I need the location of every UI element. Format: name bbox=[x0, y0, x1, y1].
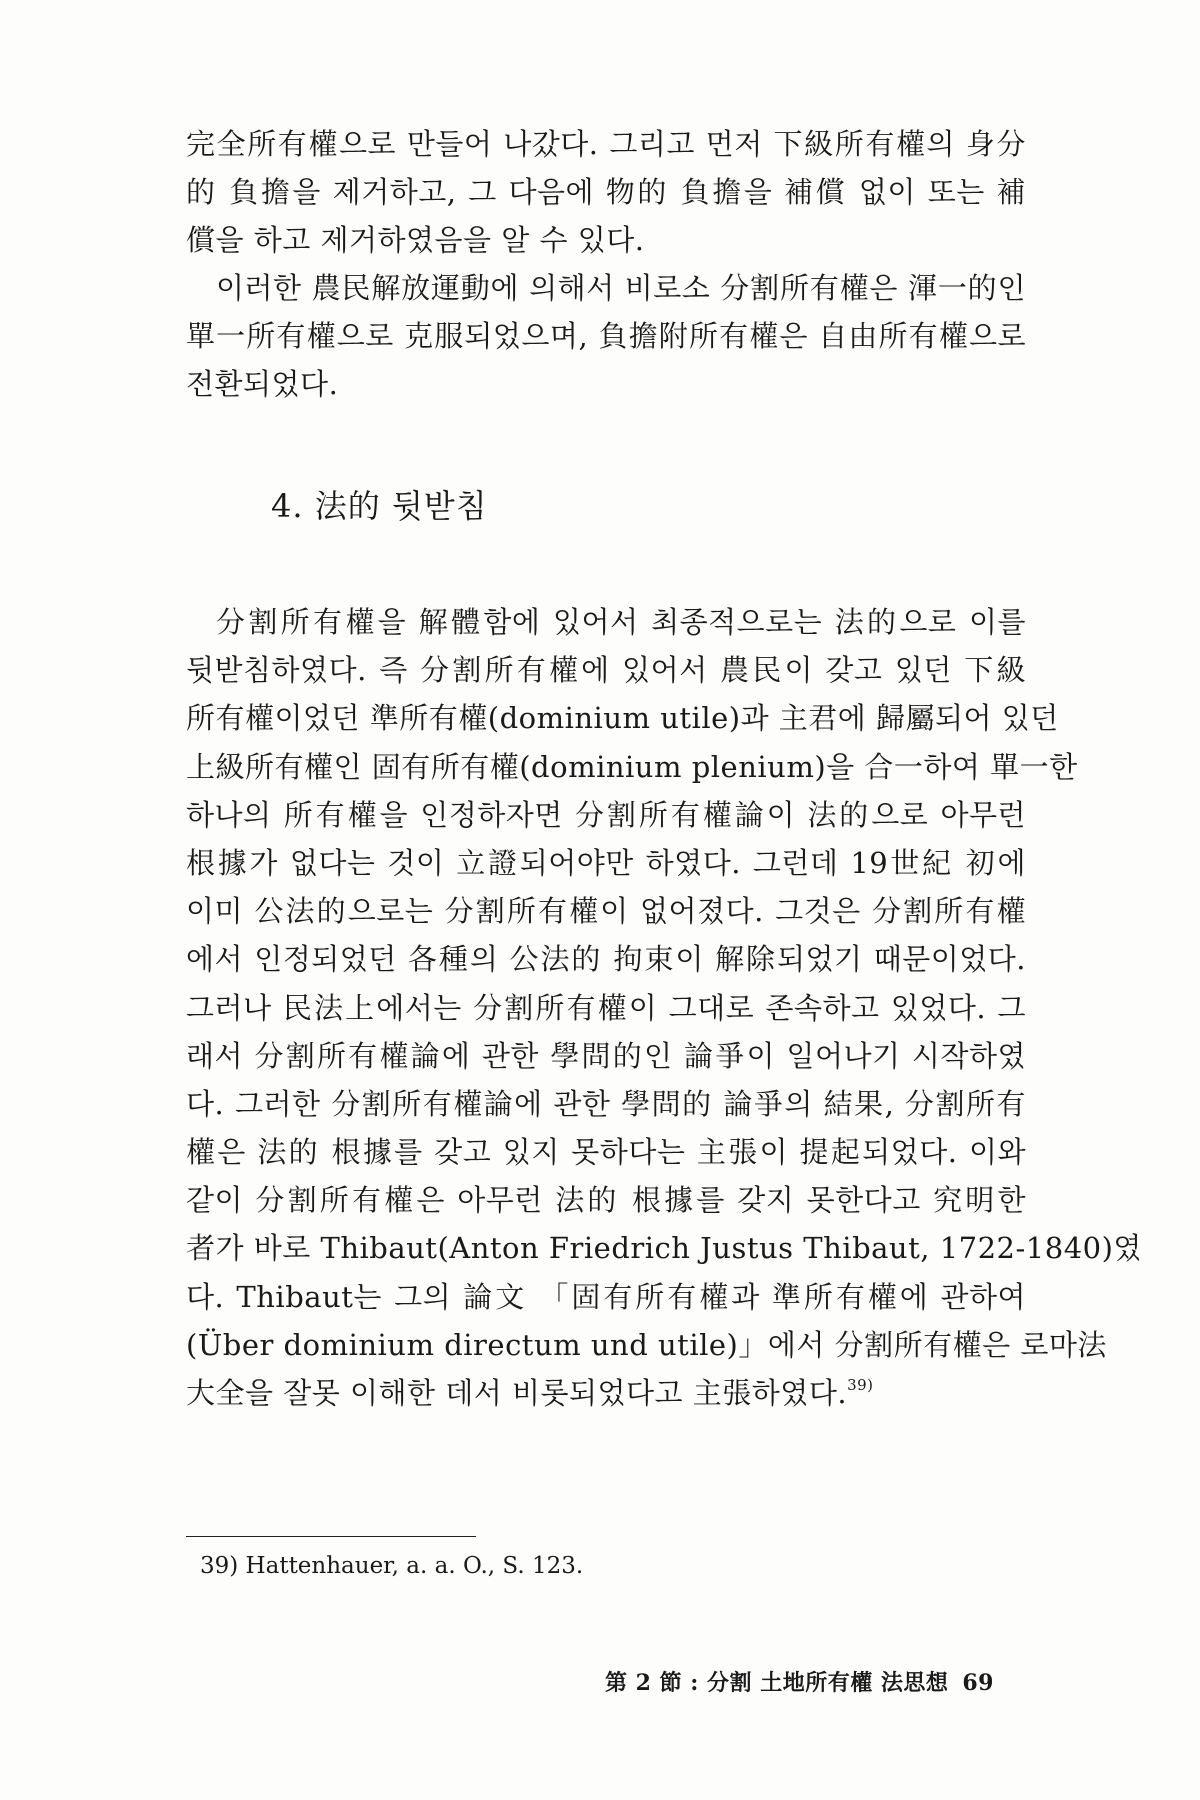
section-heading: 4. 法的 뒷받침 bbox=[271, 487, 488, 525]
text-line: 다. 그러한 分割所有權論에 관한 學問的 論爭의 結果, 分割所有 bbox=[186, 1086, 1026, 1121]
paragraph-1 bbox=[186, 120, 1026, 265]
text-line: 래서 分割所有權論에 관한 學問的인 論爭이 일어나기 시작하였 bbox=[186, 1038, 1026, 1073]
text-line: (Über dominium directum und utile)」에서 分割所有權은 로마法 bbox=[186, 1327, 1107, 1362]
text-line: 單一所有權으로 克服되었으며, 負擔附所有權은 自由所有權으로 bbox=[186, 319, 1026, 354]
text-line: 權은 法的 根據를 갖고 있지 못하다는 主張이 提起되었다. 이와 bbox=[186, 1135, 1026, 1170]
text-line: 的 負擔을 제거하고, 그 다음에 物的 負擔을 補償 없이 또는 補 bbox=[186, 175, 1026, 210]
text-line: 하나의 所有權을 인정하자면 分割所有權論이 法的으로 아무런 bbox=[186, 797, 1026, 832]
text-line: 上級所有權인 固有所有權(dominium plenium)을 合一하여 單一한 bbox=[186, 749, 1078, 784]
text-line: 전환되었다. bbox=[186, 367, 339, 402]
text-line: 償을 하고 제거하였음을 알 수 있다. bbox=[186, 223, 645, 258]
text-line: 그러나 民法上에서는 分割所有權이 그대로 존속하고 있었다. 그 bbox=[186, 990, 1026, 1025]
text-line: 分割所有權을 解體함에 있어서 최종적으로는 法的으로 이를 bbox=[216, 605, 1026, 639]
page-number: 69 bbox=[962, 1670, 994, 1696]
text-line: 이러한 農民解放運動에 의해서 비로소 分割所有權은 渾一的인 bbox=[216, 271, 1026, 305]
footnote-divider bbox=[186, 1536, 476, 1537]
footnote-reference: 39) bbox=[847, 1376, 874, 1394]
text-line: 者가 바로 Thibaut(Anton Friedrich Justus Thibaut, 1722-1840)였 bbox=[186, 1231, 1142, 1266]
text-line: 根據가 없다는 것이 立證되어야만 하였다. 그런데 19世紀 初에 bbox=[186, 845, 1026, 880]
text-line: 大全을 잘못 이해한 데서 비롯되었다고 主張하였다. bbox=[186, 1376, 848, 1410]
footnote: 39) Hattenhauer, a. a. O., S. 123. bbox=[200, 1553, 584, 1579]
paragraph-3 bbox=[186, 598, 1142, 1417]
text-line: 完全所有權으로 만들어 나갔다. 그리고 먼저 下級所有權의 身分 bbox=[186, 127, 1026, 161]
text-line: 所有權이었던 準所有權(dominium utile)과 主君에 歸屬되어 있던 bbox=[186, 701, 1059, 736]
running-footer bbox=[186, 1666, 994, 1697]
text-line: 뒷받침하였다. 즉 分割所有權에 있어서 農民이 갖고 있던 下級 bbox=[186, 653, 1026, 688]
text-line: 에서 인정되었던 各種의 公法的 拘束이 解除되었기 때문이었다. bbox=[186, 942, 1026, 977]
footer-section-title: 第 2 節 : 分割 土地所有權 法思想 bbox=[604, 1670, 949, 1696]
text-line: 같이 分割所有權은 아무런 法的 根據를 갖지 못한다고 究明한 bbox=[186, 1183, 1026, 1218]
text-line: 다. Thibaut는 그의 論文 「固有所有權과 準所有權에 관하여 bbox=[186, 1279, 1026, 1314]
text-line: 이미 公法的으로는 分割所有權이 없어졌다. 그것은 分割所有權 bbox=[186, 894, 1026, 929]
paragraph-2 bbox=[186, 264, 1026, 409]
text-line-last bbox=[186, 1369, 1026, 1417]
